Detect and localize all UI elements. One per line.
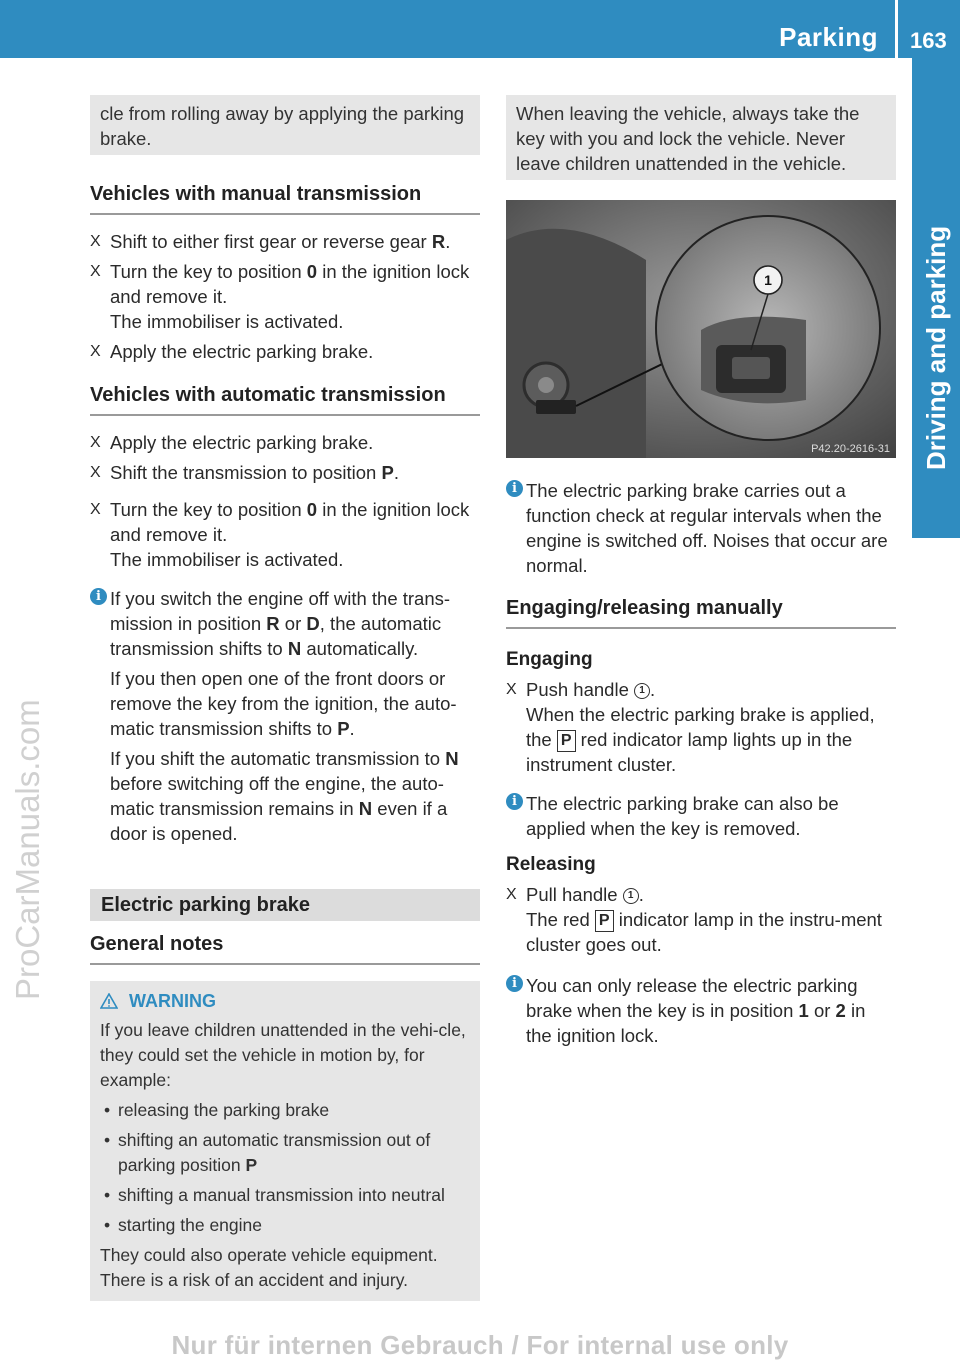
warning-bullet: • releasing the parking brake — [104, 1100, 330, 1120]
warning-bullet: • shifting an automatic transmission out of parking position P — [104, 1130, 431, 1175]
manual-step-3: X Apply the electric parking brake. — [90, 341, 374, 362]
manual-step-2-result: The immobiliser is activated. — [110, 311, 344, 332]
engaging-releasing-heading: Engaging/releasing manually — [506, 595, 896, 629]
header-section-title: Parking — [779, 22, 878, 52]
releasing-heading: Releasing — [506, 854, 596, 876]
page-number: 163 — [910, 28, 947, 53]
releasing-step: X Pull handle 1 . The red P indicator lamp in the instru-ment cluster goes out. — [506, 884, 882, 956]
automatic-transmission-heading: Vehicles with automatic transmission — [90, 382, 480, 416]
site-watermark: ProCarManuals.com — [9, 699, 46, 1000]
callout-1-icon: 1 — [623, 888, 639, 904]
general-notes-heading: General notes — [90, 931, 480, 965]
automatic-step-3: X Turn the key to position 0 in the ignition lock and remove it. The immobiliser is activated. — [90, 499, 470, 570]
safety-note-box: When leaving the vehicle, always take the key with you and lock the vehicle. Never leave children unattended in the vehicle. — [506, 95, 896, 180]
warning-intro: If you leave children unattended in the vehi-cle, they could set the vehicle in motion by, for example: — [100, 1020, 466, 1090]
warning-bullet: • starting the engine — [104, 1215, 262, 1235]
warning-title: WARNING — [100, 989, 470, 1014]
callout-1-icon: 1 — [634, 683, 650, 699]
engaging-heading: Engaging — [506, 649, 593, 670]
header-divider — [895, 0, 898, 58]
info-icon: i — [506, 975, 523, 992]
info-icon: i — [90, 588, 107, 605]
step-arrow-icon: X — [90, 263, 101, 280]
manual-step-2: X Turn the key to position 0 in the ignition lock and remove it. The immobiliser is activated. — [90, 261, 470, 332]
warning-box — [90, 981, 480, 1301]
automatic-step-3-result: The immobiliser is activated. — [110, 549, 344, 570]
warning-outro: They could also operate vehicle equipment. There is a risk of an accident and injury. — [100, 1245, 438, 1290]
internal-use-footer: Nur für internen Gebrauch / For internal use only — [171, 1330, 789, 1360]
parking-brake-photo — [506, 200, 896, 458]
photo-callout-number: 1 — [764, 272, 772, 288]
step-arrow-icon: X — [90, 434, 101, 451]
parking-brake-indicator-icon: P — [557, 730, 576, 752]
release-condition-info-note: i You can only release the electric parking brake when the key is in position 1 or 2 in the ignition lock. — [506, 973, 896, 1048]
step-arrow-icon: X — [90, 233, 101, 250]
right-column — [506, 95, 896, 1053]
step-arrow-icon: X — [506, 886, 517, 904]
step-arrow-icon: X — [90, 501, 101, 518]
automatic-step-1: X Apply the electric parking brake. — [90, 432, 374, 453]
key-removed-info-note: i The electric parking brake can also be applied when the key is removed. — [506, 791, 896, 841]
info-icon: i — [506, 480, 523, 497]
intro-note-box: cle from rolling away by applying the parking brake. — [90, 95, 480, 155]
function-check-info-note: i The electric parking brake carries out a function check at regular intervals when the engine is switched off. Noises that occur are normal. — [506, 478, 896, 578]
automatic-step-2: X Shift the transmission to position P. — [90, 462, 399, 483]
manual-transmission-heading: Vehicles with manual transmission — [90, 181, 480, 215]
warning-triangle-icon — [100, 993, 118, 1009]
photo-reference-code: P42.20-2616-31 — [811, 443, 890, 455]
chapter-tab-label: Driving and parking — [921, 225, 951, 470]
engaging-step: X Push handle 1 . When the electric parking brake is applied, the P red indicator lamp lights up in the instrument cluster. — [506, 679, 875, 776]
section-band-heading: Electric parking brake — [90, 889, 480, 921]
step-arrow-icon: X — [90, 464, 101, 481]
warning-bullet: • shifting a manual transmission into neutral — [104, 1185, 445, 1205]
left-column — [90, 95, 480, 1301]
step-arrow-icon: X — [506, 681, 517, 698]
info-icon: i — [506, 793, 523, 810]
transmission-info-note: i If you switch the engine off with the trans-mission in position R or D, the automatic transmission shifts to N automatically. If you then open one of the front doors or remove the key from the ignition, the auto-matic transmission shifts to P. If you shift the automatic transmission to N before switching off the engine, the auto-matic transmission remains in N even if a door is opened. — [90, 586, 480, 846]
dashboard-illustration — [506, 200, 896, 458]
manual-step-1: X Shift to either first gear or reverse gear R. — [90, 231, 451, 252]
parking-brake-indicator-icon: P — [595, 910, 614, 932]
step-arrow-icon: X — [90, 343, 101, 360]
